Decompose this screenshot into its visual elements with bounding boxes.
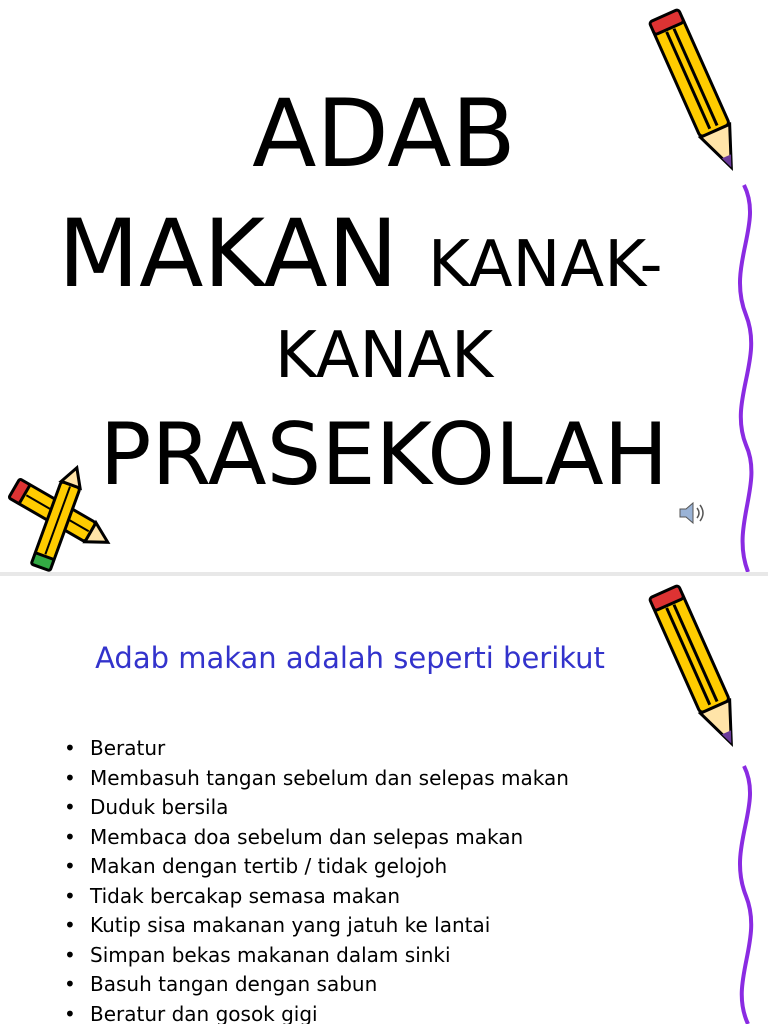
list-item: • Membaca doa sebelum dan selepas makan [62,823,569,853]
title-line-adab: ADAB [252,80,516,189]
title-line-makan [58,200,738,309]
title-word-makan: MAKAN [58,200,399,309]
speaker-icon[interactable] [678,500,708,526]
list-item: • Makan dengan tertib / tidak gelojoh [62,852,569,882]
purple-wavy-line [730,766,768,1024]
list-item: • Tidak bercakap semasa makan [62,882,569,912]
title-line-kanak: KANAK [274,319,494,393]
purple-wavy-line [730,185,768,572]
list-item: • Beratur dan gosok gigi [62,1000,569,1024]
list-item: • Kutip sisa makanan yang jatuh ke lantai [62,911,569,941]
title-line-prasekolah: PRASEKOLAH [99,405,669,505]
title-word-kanak: KANAK- [427,228,663,302]
list-item: • Basuh tangan dengan sabun [62,970,569,1000]
slide-list [0,576,768,1024]
list-item: • Beratur [62,734,569,764]
list-item: • Membasuh tangan sebelum dan selepas makan [62,764,569,794]
pencil-icon [640,578,760,768]
list-item: • Duduk bersila [62,793,569,823]
subtitle: Adab makan adalah seperti berikut [95,641,605,675]
pencil-icon [640,2,760,192]
etiquette-list [62,734,569,1024]
list-item: • Simpan bekas makanan dalam sinki [62,941,569,971]
crossed-pencils-icon [0,462,120,572]
